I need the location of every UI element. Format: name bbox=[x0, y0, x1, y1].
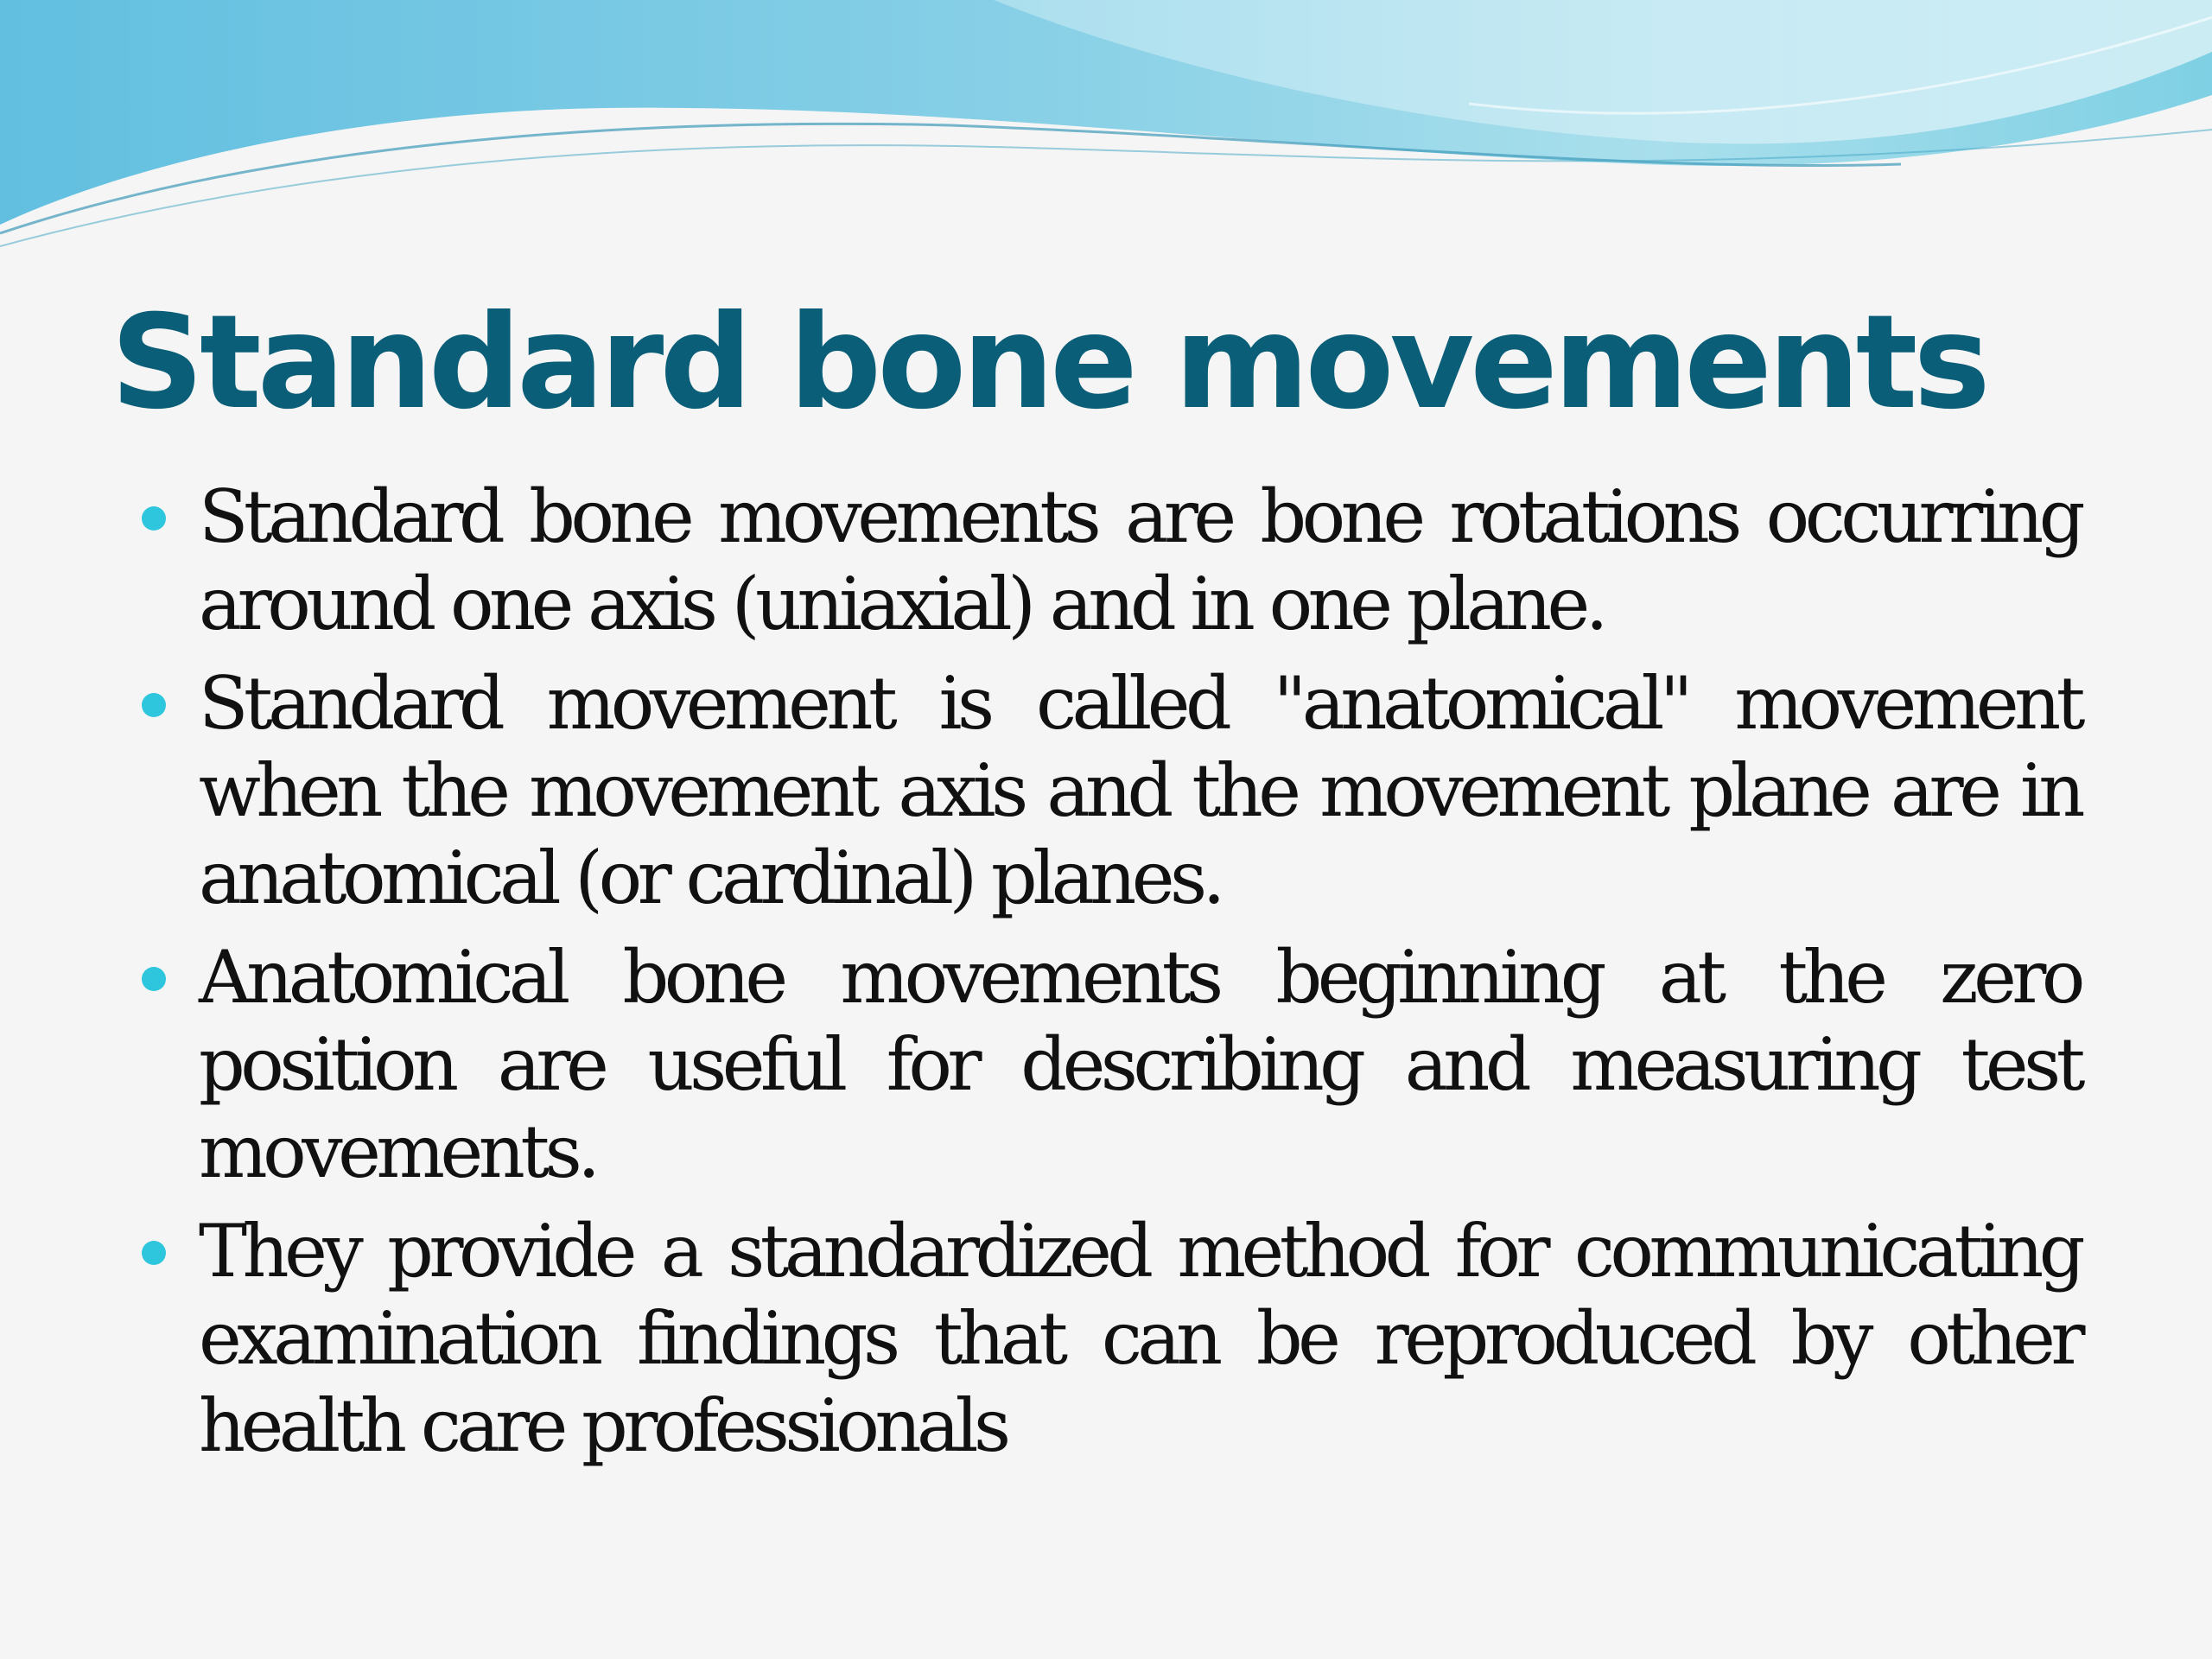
bullet-text: Standard movement is called "anatomical" movement when the movement axis and the movement plane are in anatomical (or cardinal) planes. bbox=[199, 661, 2081, 920]
slide-title: Standard bone movements bbox=[111, 288, 1986, 438]
bullet-text: They provide a standardized method for communicating examination findings that can be reproduced by other health care professionals bbox=[199, 1209, 2081, 1468]
bullet-dot-icon bbox=[142, 967, 166, 991]
bullet-item bbox=[138, 1208, 2081, 1470]
bullet-item bbox=[138, 474, 2081, 648]
bullet-item bbox=[138, 934, 2081, 1196]
bullet-dot-icon bbox=[142, 506, 166, 531]
bullet-dot-icon bbox=[142, 1241, 166, 1265]
bullet-text: Standard bone movements are bone rotations occurring around one axis (uniaxial) and in one plane. bbox=[199, 474, 2081, 646]
bullet-item bbox=[138, 660, 2081, 922]
header-wave-decoration bbox=[0, 0, 2212, 259]
bullet-list bbox=[138, 474, 2081, 1482]
bullet-dot-icon bbox=[142, 693, 166, 717]
bullet-text: Anatomical bone movements beginning at the zero position are useful for describing and measuring test movements. bbox=[199, 935, 2081, 1194]
